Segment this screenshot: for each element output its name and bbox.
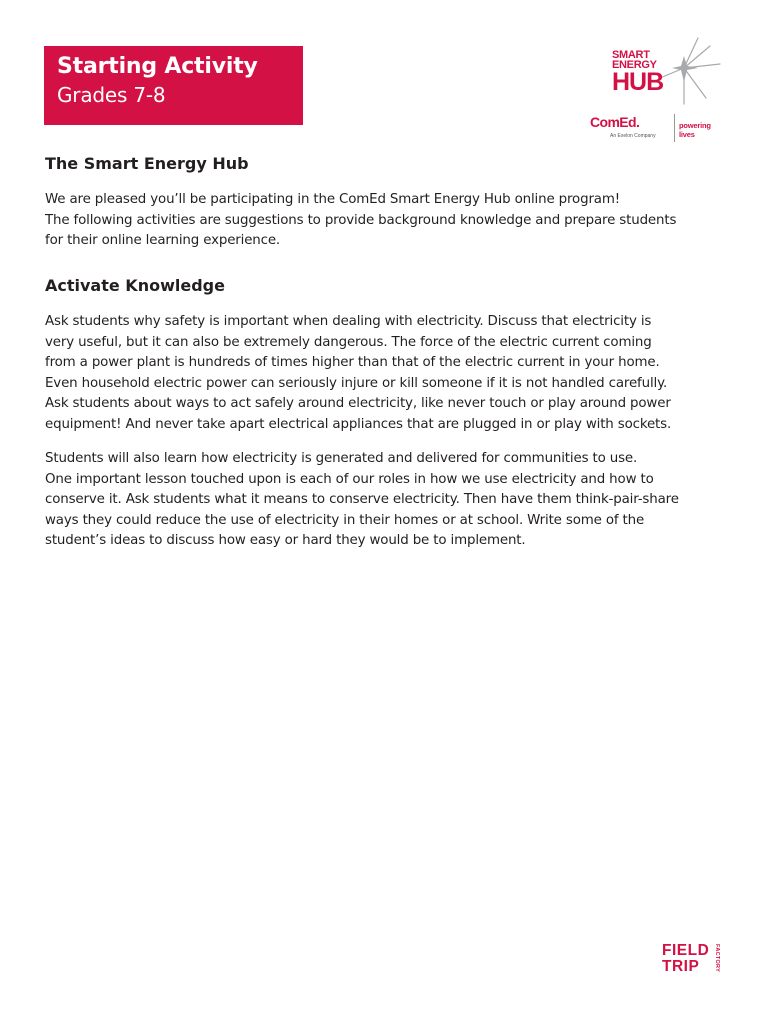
text-line: ways they could reduce the use of electricity in their homes or at school. Write some of the [45,512,645,528]
hub-wordmark [612,50,663,94]
text-line: One important lesson touched upon is each of our roles in how we use electricity and how to [45,471,654,487]
field-trip-factory-logo [662,942,724,976]
safety-paragraph [45,312,735,436]
text-line: Even household electric power can seriously injure or kill someone if it is not handled carefully. [45,375,668,391]
text-line: Ask students about ways to act safely around electricity, like never touch or play around power [45,396,671,412]
text-line: The following activities are suggestions to provide background knowledge and prepare students [45,212,677,228]
ft-word-factory: FACTORY [714,944,720,973]
intro-paragraph [45,190,735,252]
page-title: Starting Activity [57,54,258,79]
text-line: for their online learning experience. [45,233,281,249]
hub-word-smart: SMART [612,49,650,61]
text-line: We are pleased you’ll be participating in the ComEd Smart Energy Hub online program! [45,192,620,207]
smart-energy-hub-logo [606,36,722,106]
ft-word-field: FIELD [662,942,710,959]
text-line: Ask students why safety is important when dealing with electricity. Discuss that electricity is [45,314,652,329]
comed-wordmark: ComEd. [590,114,640,130]
text-line: Students will also learn how electricity is generated and delivered for communities to use. [45,451,638,466]
generation-paragraph [45,449,735,552]
text-line: very useful, but it can also be extremely dangerous. The force of the electric current coming [45,334,652,350]
text-line: from a power plant is hundreds of times higher than that of the electric current in your home. [45,355,660,371]
comed-tagline: powering lives [679,121,711,139]
logo-divider [674,114,675,142]
hub-word-energy: ENERGY [612,59,657,71]
comed-subtitle: An Exelon Company [610,133,656,139]
ft-word-trip: TRIP [662,958,700,975]
section-heading-activate: Activate Knowledge [45,276,225,295]
section-heading-hub: The Smart Energy Hub [45,154,249,173]
grade-level: Grades 7-8 [57,83,166,107]
comed-logo [590,112,724,146]
text-line: student’s ideas to discuss how easy or hard they would be to implement. [45,533,526,549]
title-banner [44,46,303,125]
text-line: equipment! And never take apart electrical appliances that are plugged in or play with sockets. [45,416,672,432]
hub-word-hub: HUB [612,68,664,96]
text-line: conserve it. Ask students what it means to conserve electricity. Then have them think-pair-share [45,492,679,508]
